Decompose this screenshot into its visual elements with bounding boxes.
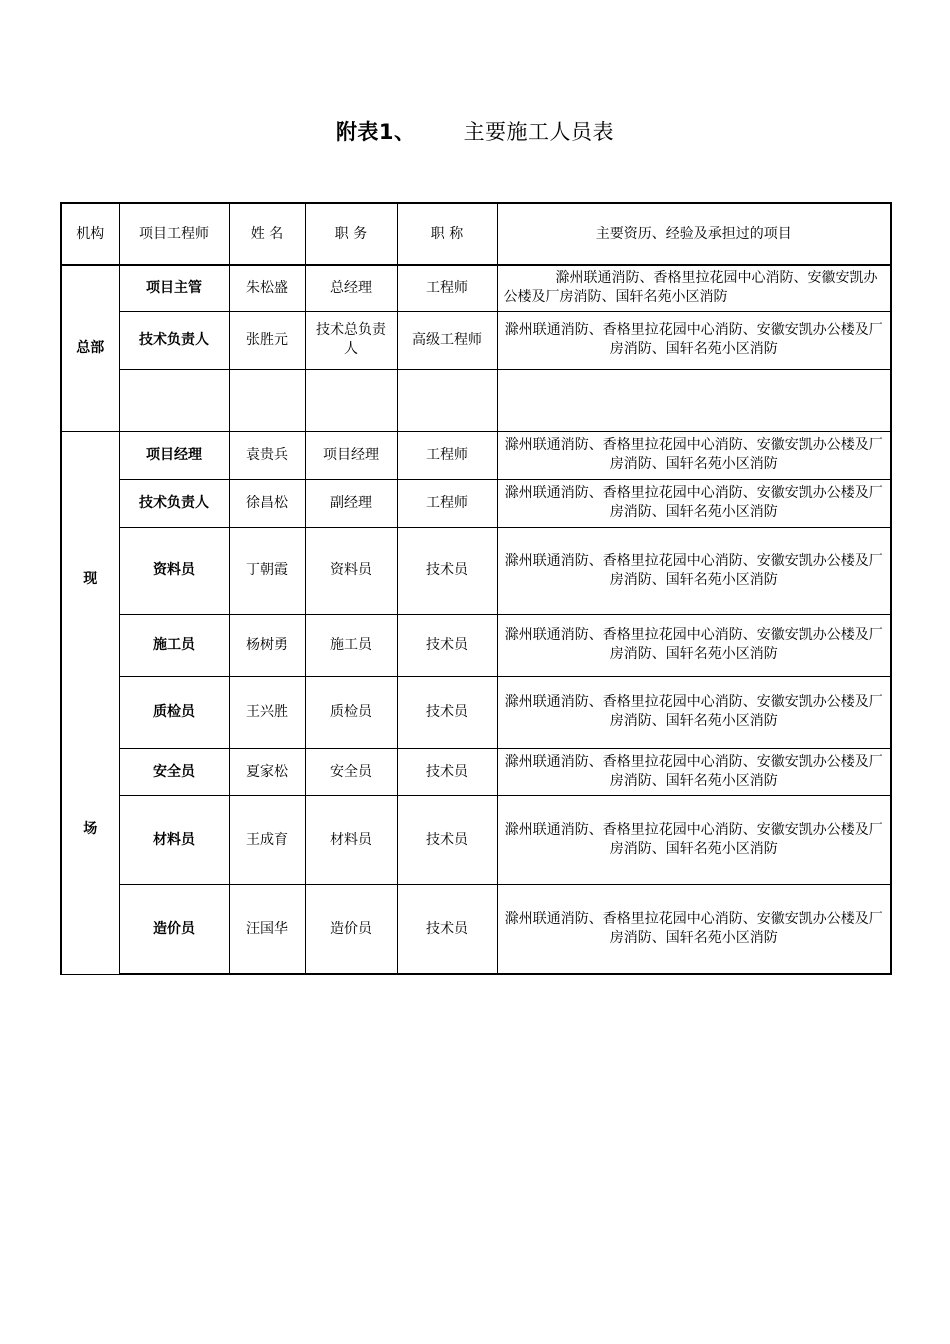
cell-experience: 滁州联通消防、香格里拉花园中心消防、安徽安凯办公楼及厂房消防、国轩名苑小区消防 <box>497 796 891 885</box>
cell-rank <box>397 369 497 431</box>
cell-experience: 滁州联通消防、香格里拉花园中心消防、安徽安凯办公楼及厂房消防、国轩名苑小区消防 <box>497 885 891 974</box>
cell-name: 王成育 <box>229 796 305 885</box>
cell-rank: 技术员 <box>397 614 497 676</box>
cell-duty: 材料员 <box>305 796 397 885</box>
cell-duty: 质检员 <box>305 676 397 748</box>
cell-rank: 工程师 <box>397 431 497 479</box>
cell-duty: 副经理 <box>305 479 397 527</box>
group-site-top: 现 <box>83 570 98 587</box>
cell-duty: 安全员 <box>305 749 397 796</box>
cell-rank: 技术员 <box>397 676 497 748</box>
group-hq: 总部 <box>61 265 119 431</box>
cell-duty: 资料员 <box>305 527 397 614</box>
cell-name: 朱松盛 <box>229 265 305 311</box>
table-row <box>61 796 891 885</box>
cell-duty: 总经理 <box>305 265 397 311</box>
table-row <box>61 885 891 974</box>
cell-rank: 技术员 <box>397 796 497 885</box>
cell-rank: 技术员 <box>397 527 497 614</box>
cell-name <box>229 369 305 431</box>
header-duty: 职 务 <box>305 203 397 265</box>
table-row <box>61 749 891 796</box>
cell-duty <box>305 369 397 431</box>
page-title <box>0 116 950 146</box>
cell-name: 张胜元 <box>229 311 305 369</box>
cell-role: 项目经理 <box>119 431 229 479</box>
cell-experience <box>497 369 891 431</box>
cell-duty: 技术总负责人 <box>305 311 397 369</box>
table-header-row <box>61 203 891 265</box>
header-engineer: 项目工程师 <box>119 203 229 265</box>
table-row <box>61 479 891 527</box>
table-row <box>61 614 891 676</box>
title-prefix: 附表1、 <box>335 120 416 144</box>
table-row <box>61 265 891 311</box>
cell-experience: 滁州联通消防、香格里拉花园中心消防、安徽安凯办公楼及厂房消防、国轩名苑小区消防 <box>497 749 891 796</box>
cell-rank: 高级工程师 <box>397 311 497 369</box>
cell-role: 技术负责人 <box>119 479 229 527</box>
cell-rank: 工程师 <box>397 265 497 311</box>
cell-name: 汪国华 <box>229 885 305 974</box>
table-row <box>61 311 891 369</box>
staff-table <box>60 202 892 975</box>
cell-name: 杨树勇 <box>229 614 305 676</box>
cell-experience: 滁州联通消防、香格里拉花园中心消防、安徽安凯办公楼及厂房消防、国轩名苑小区消防 <box>497 265 891 311</box>
cell-role <box>119 369 229 431</box>
cell-name: 丁朝霞 <box>229 527 305 614</box>
cell-experience: 滁州联通消防、香格里拉花园中心消防、安徽安凯办公楼及厂房消防、国轩名苑小区消防 <box>497 479 891 527</box>
cell-duty: 造价员 <box>305 885 397 974</box>
title-main: 主要施工人员表 <box>463 120 615 144</box>
header-rank: 职 称 <box>397 203 497 265</box>
header-org: 机构 <box>61 203 119 265</box>
cell-rank: 技术员 <box>397 749 497 796</box>
cell-name: 袁贵兵 <box>229 431 305 479</box>
group-site-bottom: 场 <box>83 820 98 837</box>
cell-role: 安全员 <box>119 749 229 796</box>
header-experience: 主要资历、经验及承担过的项目 <box>497 203 891 265</box>
table-row <box>61 527 891 614</box>
cell-experience: 滁州联通消防、香格里拉花园中心消防、安徽安凯办公楼及厂房消防、国轩名苑小区消防 <box>497 614 891 676</box>
cell-name: 王兴胜 <box>229 676 305 748</box>
cell-role: 质检员 <box>119 676 229 748</box>
cell-experience: 滁州联通消防、香格里拉花园中心消防、安徽安凯办公楼及厂房消防、国轩名苑小区消防 <box>497 311 891 369</box>
group-site <box>61 431 119 974</box>
cell-role: 材料员 <box>119 796 229 885</box>
cell-experience: 滁州联通消防、香格里拉花园中心消防、安徽安凯办公楼及厂房消防、国轩名苑小区消防 <box>497 676 891 748</box>
cell-role: 技术负责人 <box>119 311 229 369</box>
cell-rank: 工程师 <box>397 479 497 527</box>
table-row <box>61 676 891 748</box>
cell-duty: 施工员 <box>305 614 397 676</box>
header-name: 姓 名 <box>229 203 305 265</box>
cell-role: 项目主管 <box>119 265 229 311</box>
table-row <box>61 431 891 479</box>
cell-duty: 项目经理 <box>305 431 397 479</box>
cell-experience: 滁州联通消防、香格里拉花园中心消防、安徽安凯办公楼及厂房消防、国轩名苑小区消防 <box>497 527 891 614</box>
cell-name: 徐昌松 <box>229 479 305 527</box>
cell-experience: 滁州联通消防、香格里拉花园中心消防、安徽安凯办公楼及厂房消防、国轩名苑小区消防 <box>497 431 891 479</box>
cell-name: 夏家松 <box>229 749 305 796</box>
table-row <box>61 369 891 431</box>
cell-role: 资料员 <box>119 527 229 614</box>
cell-role: 施工员 <box>119 614 229 676</box>
cell-rank: 技术员 <box>397 885 497 974</box>
cell-role: 造价员 <box>119 885 229 974</box>
